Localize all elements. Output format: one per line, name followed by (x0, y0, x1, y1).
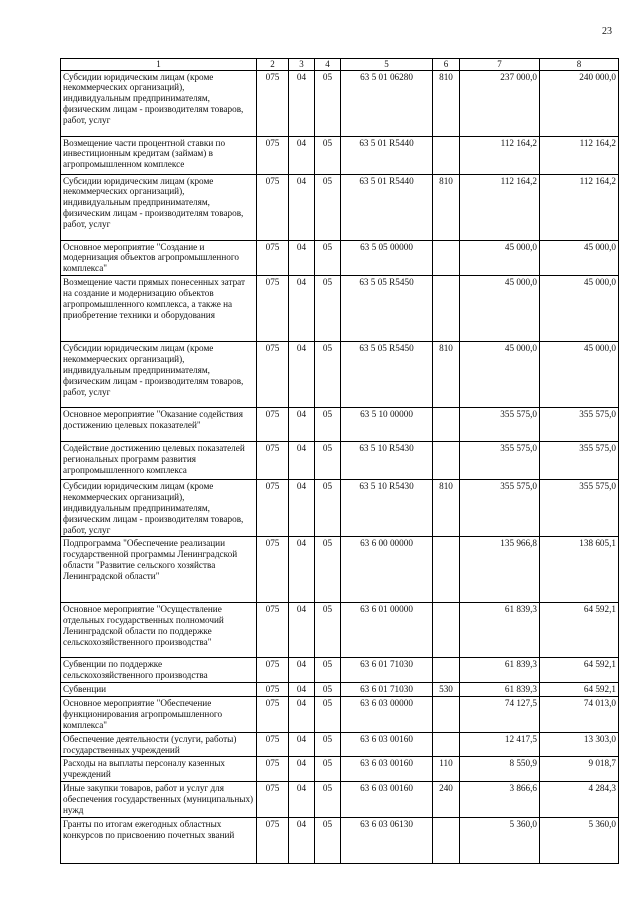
subsection-code: 05 (315, 136, 341, 174)
row-name: Основное мероприятие "Создание и модернизация объектов агропромышленного комплекса" (61, 240, 257, 276)
table-row (61, 70, 619, 136)
section-code: 04 (289, 174, 315, 240)
subsection-code: 05 (315, 757, 341, 782)
admin-code: 075 (257, 136, 289, 174)
section-code: 04 (289, 732, 315, 757)
expense-type-code (433, 732, 460, 757)
row-name: Субвенции (61, 683, 257, 697)
amount-year-1: 61 839,3 (460, 603, 540, 658)
target-article-code: 63 5 05 R5450 (341, 276, 433, 342)
expense-type-code (433, 697, 460, 733)
row-name: Основное мероприятие "Обеспечение функционирования агропромышленного комплекса" (61, 697, 257, 733)
subsection-code: 05 (315, 480, 341, 537)
amount-year-1: 3 866,6 (460, 782, 540, 818)
expense-type-code (433, 408, 460, 442)
amount-year-1: 355 575,0 (460, 480, 540, 537)
table-row (61, 442, 619, 480)
admin-code: 075 (257, 174, 289, 240)
section-code: 04 (289, 782, 315, 818)
column-header: 5 (341, 59, 433, 71)
amount-year-1: 45 000,0 (460, 240, 540, 276)
admin-code: 075 (257, 818, 289, 864)
admin-code: 075 (257, 70, 289, 136)
amount-year-2: 4 284,3 (540, 782, 619, 818)
amount-year-2: 5 360,0 (540, 818, 619, 864)
row-name: Гранты по итогам ежегодных областных конкурсов по присвоению почетных званий (61, 818, 257, 864)
amount-year-2: 45 000,0 (540, 240, 619, 276)
expense-type-code: 530 (433, 683, 460, 697)
section-code: 04 (289, 683, 315, 697)
amount-year-1: 12 417,5 (460, 732, 540, 757)
expense-type-code (433, 240, 460, 276)
expense-type-code (433, 818, 460, 864)
amount-year-2: 355 575,0 (540, 442, 619, 480)
table-row (61, 174, 619, 240)
section-code: 04 (289, 408, 315, 442)
row-name: Иные закупки товаров, работ и услуг для обеспечения государственных (муниципальных) нужд (61, 782, 257, 818)
target-article-code: 63 6 00 00000 (341, 537, 433, 603)
admin-code: 075 (257, 276, 289, 342)
subsection-code: 05 (315, 732, 341, 757)
table-row (61, 480, 619, 537)
amount-year-2: 112 164,2 (540, 174, 619, 240)
amount-year-1: 237 000,0 (460, 70, 540, 136)
target-article-code: 63 6 01 71030 (341, 683, 433, 697)
amount-year-2: 13 303,0 (540, 732, 619, 757)
amount-year-1: 355 575,0 (460, 408, 540, 442)
amount-year-1: 74 127,5 (460, 697, 540, 733)
subsection-code: 05 (315, 174, 341, 240)
column-header: 7 (460, 59, 540, 71)
amount-year-2: 240 000,0 (540, 70, 619, 136)
row-name: Субсидии юридическим лицам (кроме некоммерческих организаций), индивидуальным предпринимателям, физическим лицам - производителям товаров, работ, услуг (61, 70, 257, 136)
section-code: 04 (289, 757, 315, 782)
section-code: 04 (289, 136, 315, 174)
target-article-code: 63 6 03 00160 (341, 782, 433, 818)
column-header: 8 (540, 59, 619, 71)
table-row (61, 240, 619, 276)
admin-code: 075 (257, 442, 289, 480)
subsection-code: 05 (315, 537, 341, 603)
expense-type-code: 240 (433, 782, 460, 818)
expense-type-code (433, 537, 460, 603)
table-row (61, 757, 619, 782)
row-name: Содействие достижению целевых показателей региональных программ развития агропромышленного комплекса (61, 442, 257, 480)
table-row (61, 782, 619, 818)
amount-year-1: 61 839,3 (460, 658, 540, 683)
target-article-code: 63 5 10 00000 (341, 408, 433, 442)
target-article-code: 63 5 05 R5450 (341, 342, 433, 408)
table-row (61, 276, 619, 342)
expense-type-code (433, 658, 460, 683)
row-name: Подпрограмма "Обеспечение реализации государственной программы Ленинградской области "Развитие сельского хозяйства Ленинградской области" (61, 537, 257, 603)
admin-code: 075 (257, 537, 289, 603)
admin-code: 075 (257, 697, 289, 733)
section-code: 04 (289, 658, 315, 683)
subsection-code: 05 (315, 818, 341, 864)
amount-year-1: 355 575,0 (460, 442, 540, 480)
amount-year-1: 135 966,8 (460, 537, 540, 603)
expense-type-code (433, 136, 460, 174)
target-article-code: 63 6 03 06130 (341, 818, 433, 864)
amount-year-1: 45 000,0 (460, 276, 540, 342)
target-article-code: 63 5 01 R5440 (341, 174, 433, 240)
expense-type-code: 810 (433, 342, 460, 408)
subsection-code: 05 (315, 782, 341, 818)
subsection-code: 05 (315, 276, 341, 342)
target-article-code: 63 5 05 00000 (341, 240, 433, 276)
target-article-code: 63 6 01 71030 (341, 658, 433, 683)
target-article-code: 63 6 01 00000 (341, 603, 433, 658)
section-code: 04 (289, 70, 315, 136)
target-article-code: 63 6 03 00000 (341, 697, 433, 733)
amount-year-2: 355 575,0 (540, 480, 619, 537)
subsection-code: 05 (315, 603, 341, 658)
table-row (61, 658, 619, 683)
admin-code: 075 (257, 342, 289, 408)
table-row (61, 818, 619, 864)
row-name: Субсидии юридическим лицам (кроме некоммерческих организаций), индивидуальным предпринимателям, физическим лицам - производителям товаров, работ, услуг (61, 174, 257, 240)
section-code: 04 (289, 442, 315, 480)
page-number: 23 (602, 26, 612, 37)
section-code: 04 (289, 818, 315, 864)
table-row (61, 732, 619, 757)
amount-year-1: 61 839,3 (460, 683, 540, 697)
admin-code: 075 (257, 732, 289, 757)
subsection-code: 05 (315, 658, 341, 683)
subsection-code: 05 (315, 442, 341, 480)
admin-code: 075 (257, 603, 289, 658)
amount-year-1: 45 000,0 (460, 342, 540, 408)
row-name: Субсидии юридическим лицам (кроме некоммерческих организаций), индивидуальным предпринимателям, физическим лицам - производителям товаров, работ, услуг (61, 480, 257, 537)
target-article-code: 63 5 10 R5430 (341, 480, 433, 537)
amount-year-2: 45 000,0 (540, 276, 619, 342)
row-name: Расходы на выплаты персоналу казенных учреждений (61, 757, 257, 782)
amount-year-2: 74 013,0 (540, 697, 619, 733)
target-article-code: 63 6 03 00160 (341, 732, 433, 757)
subsection-code: 05 (315, 342, 341, 408)
admin-code: 075 (257, 408, 289, 442)
section-code: 04 (289, 276, 315, 342)
row-name: Субсидии юридическим лицам (кроме некоммерческих организаций), индивидуальным предпринимателям, физическим лицам - производителям товаров, работ, услуг (61, 342, 257, 408)
subsection-code: 05 (315, 240, 341, 276)
target-article-code: 63 5 10 R5430 (341, 442, 433, 480)
amount-year-2: 138 605,1 (540, 537, 619, 603)
expense-type-code: 810 (433, 174, 460, 240)
admin-code: 075 (257, 683, 289, 697)
column-header: 4 (315, 59, 341, 71)
section-code: 04 (289, 537, 315, 603)
amount-year-1: 112 164,2 (460, 136, 540, 174)
expense-type-code: 810 (433, 70, 460, 136)
admin-code: 075 (257, 480, 289, 537)
amount-year-2: 355 575,0 (540, 408, 619, 442)
amount-year-2: 112 164,2 (540, 136, 619, 174)
budget-table (60, 58, 619, 864)
row-name: Обеспечение деятельности (услуги, работы) государственных учреждений (61, 732, 257, 757)
target-article-code: 63 6 03 00160 (341, 757, 433, 782)
table-row (61, 408, 619, 442)
subsection-code: 05 (315, 697, 341, 733)
section-code: 04 (289, 240, 315, 276)
subsection-code: 05 (315, 408, 341, 442)
column-header: 6 (433, 59, 460, 71)
table-row (61, 683, 619, 697)
expense-type-code (433, 603, 460, 658)
subsection-code: 05 (315, 70, 341, 136)
target-article-code: 63 5 01 06280 (341, 70, 433, 136)
subsection-code: 05 (315, 683, 341, 697)
amount-year-1: 112 164,2 (460, 174, 540, 240)
admin-code: 075 (257, 782, 289, 818)
row-name: Основное мероприятие "Оказание содействия достижению целевых показателей" (61, 408, 257, 442)
amount-year-2: 45 000,0 (540, 342, 619, 408)
amount-year-2: 64 592,1 (540, 603, 619, 658)
section-code: 04 (289, 603, 315, 658)
section-code: 04 (289, 342, 315, 408)
expense-type-code (433, 442, 460, 480)
expense-type-code: 810 (433, 480, 460, 537)
admin-code: 075 (257, 240, 289, 276)
column-number-row (61, 59, 619, 71)
table-row (61, 342, 619, 408)
column-header: 3 (289, 59, 315, 71)
amount-year-2: 64 592,1 (540, 683, 619, 697)
section-code: 04 (289, 480, 315, 537)
admin-code: 075 (257, 658, 289, 683)
table-row (61, 603, 619, 658)
amount-year-1: 5 360,0 (460, 818, 540, 864)
column-header: 2 (257, 59, 289, 71)
column-header: 1 (61, 59, 257, 71)
table-row (61, 537, 619, 603)
table-row (61, 697, 619, 733)
expense-type-code: 110 (433, 757, 460, 782)
amount-year-2: 64 592,1 (540, 658, 619, 683)
table-row (61, 136, 619, 174)
section-code: 04 (289, 697, 315, 733)
row-name: Субвенции по поддержке сельскохозяйственного производства (61, 658, 257, 683)
amount-year-2: 9 018,7 (540, 757, 619, 782)
target-article-code: 63 5 01 R5440 (341, 136, 433, 174)
admin-code: 075 (257, 757, 289, 782)
amount-year-1: 8 550,9 (460, 757, 540, 782)
row-name: Возмещение части прямых понесенных затрат на создание и модернизацию объектов агропромышленного комплекса, а также на приобретение техники и оборудования (61, 276, 257, 342)
row-name: Основное мероприятие "Осуществление отдельных государственных полномочий Ленинградской области по поддержке сельскохозяйственного производства" (61, 603, 257, 658)
expense-type-code (433, 276, 460, 342)
row-name: Возмещение части процентной ставки по инвестиционным кредитам (займам) в агропромышленном комплексе (61, 136, 257, 174)
